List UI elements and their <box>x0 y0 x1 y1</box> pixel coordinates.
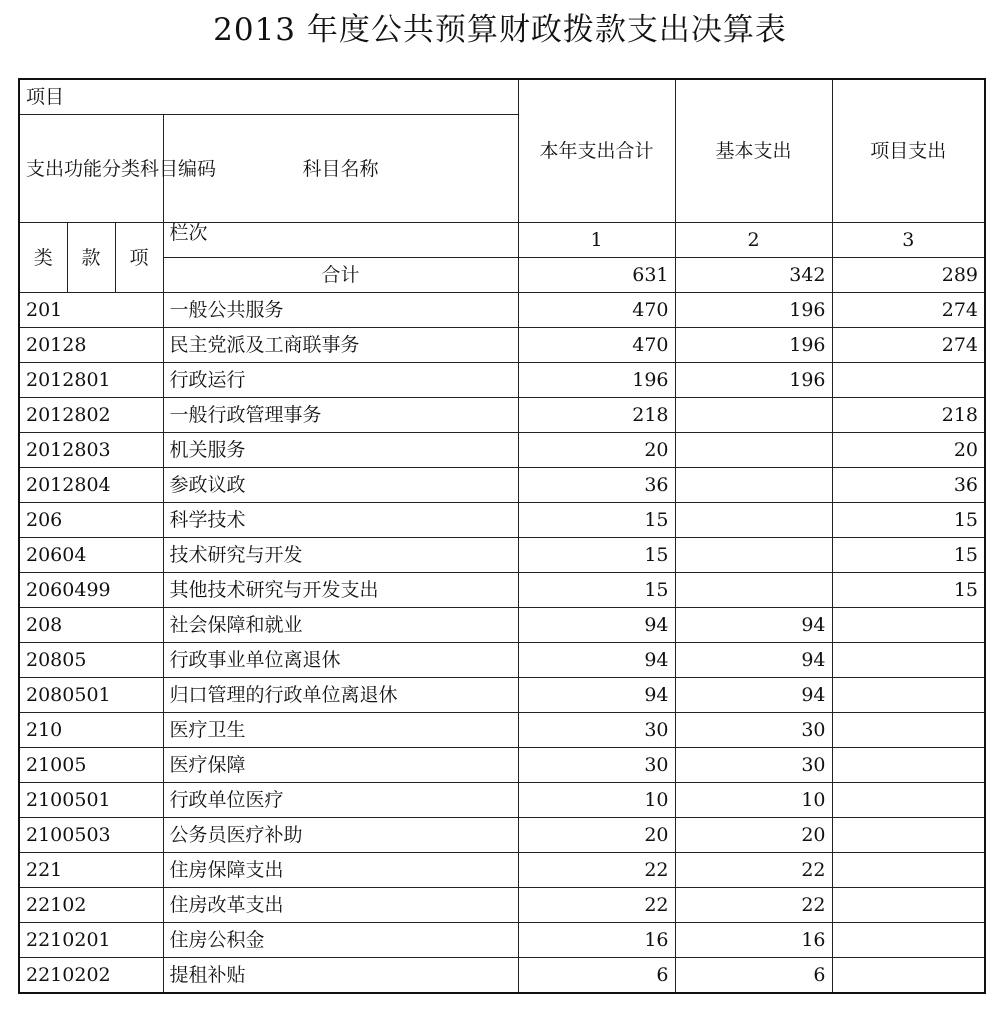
row-project: 15 <box>832 538 985 573</box>
row-project <box>832 958 985 994</box>
row-basic: 94 <box>675 608 832 643</box>
sum-project: 289 <box>832 258 985 293</box>
row-total: 6 <box>518 958 675 994</box>
row-total: 22 <box>518 853 675 888</box>
row-subject-name: 住房保障支出 <box>163 853 518 888</box>
row-project <box>832 888 985 923</box>
row-project <box>832 818 985 853</box>
row-total: 22 <box>518 888 675 923</box>
row-basic: 22 <box>675 888 832 923</box>
row-subject-name: 住房改革支出 <box>163 888 518 923</box>
row-subject-name: 技术研究与开发 <box>163 538 518 573</box>
row-basic: 10 <box>675 783 832 818</box>
row-code: 201 <box>19 293 163 328</box>
row-project <box>832 678 985 713</box>
table-row <box>19 853 985 888</box>
row-code: 2012802 <box>19 398 163 433</box>
row-basic: 94 <box>675 678 832 713</box>
header-project: 项目 <box>19 79 518 115</box>
row-basic <box>675 503 832 538</box>
table-row <box>19 538 985 573</box>
row-subject-name: 行政单位医疗 <box>163 783 518 818</box>
table-row <box>19 503 985 538</box>
table-row <box>19 328 985 363</box>
row-project <box>832 363 985 398</box>
header-xiang: 项 <box>115 223 163 293</box>
row-total: 94 <box>518 608 675 643</box>
row-code: 221 <box>19 853 163 888</box>
table-row <box>19 748 985 783</box>
table-row <box>19 888 985 923</box>
table-row <box>19 923 985 958</box>
row-code: 20128 <box>19 328 163 363</box>
table-row <box>19 783 985 818</box>
row-code: 2210202 <box>19 958 163 994</box>
table-row <box>19 433 985 468</box>
row-code: 20805 <box>19 643 163 678</box>
row-basic: 196 <box>675 328 832 363</box>
table-row <box>19 713 985 748</box>
header-kuan: 款 <box>67 223 115 293</box>
table-row <box>19 958 985 994</box>
row-total: 470 <box>518 293 675 328</box>
row-subject-name: 一般公共服务 <box>163 293 518 328</box>
row-code: 208 <box>19 608 163 643</box>
row-basic <box>675 538 832 573</box>
row-project <box>832 608 985 643</box>
row-total: 16 <box>518 923 675 958</box>
row-code: 2060499 <box>19 573 163 608</box>
row-total: 10 <box>518 783 675 818</box>
row-total: 196 <box>518 363 675 398</box>
row-code: 21005 <box>19 748 163 783</box>
table-row <box>19 468 985 503</box>
budget-table <box>18 78 986 994</box>
row-code: 206 <box>19 503 163 538</box>
sum-label: 合计 <box>163 258 518 293</box>
row-total: 94 <box>518 678 675 713</box>
row-code: 22102 <box>19 888 163 923</box>
row-subject-name: 医疗保障 <box>163 748 518 783</box>
row-basic <box>675 433 832 468</box>
row-code: 2210201 <box>19 923 163 958</box>
row-basic <box>675 398 832 433</box>
row-total: 20 <box>518 433 675 468</box>
row-code: 2080501 <box>19 678 163 713</box>
row-code: 2100503 <box>19 818 163 853</box>
table-row <box>19 293 985 328</box>
row-project <box>832 853 985 888</box>
header-basic: 基本支出 <box>675 79 832 223</box>
row-subject-name: 提租补贴 <box>163 958 518 994</box>
row-project <box>832 923 985 958</box>
table-row <box>19 398 985 433</box>
row-project: 36 <box>832 468 985 503</box>
page-title: 2013 年度公共预算财政拨款支出决算表 <box>213 12 787 48</box>
row-basic: 196 <box>675 363 832 398</box>
row-code: 2012804 <box>19 468 163 503</box>
row-total: 20 <box>518 818 675 853</box>
row-project: 15 <box>832 573 985 608</box>
row-basic <box>675 468 832 503</box>
header-project-expense: 项目支出 <box>832 79 985 223</box>
row-subject-name: 行政事业单位离退休 <box>163 643 518 678</box>
row-total: 15 <box>518 503 675 538</box>
header-subject-name: 科目名称 <box>163 115 518 223</box>
row-subject-name: 参政议政 <box>163 468 518 503</box>
row-total: 30 <box>518 713 675 748</box>
column-number-1: 1 <box>518 223 675 258</box>
row-basic <box>675 573 832 608</box>
row-project: 274 <box>832 328 985 363</box>
table-row <box>19 678 985 713</box>
column-number-3: 3 <box>832 223 985 258</box>
header-row-project <box>19 79 985 115</box>
row-code: 20604 <box>19 538 163 573</box>
row-subject-name: 医疗卫生 <box>163 713 518 748</box>
sum-basic: 342 <box>675 258 832 293</box>
row-subject-name: 住房公积金 <box>163 923 518 958</box>
row-code: 2012803 <box>19 433 163 468</box>
row-project: 15 <box>832 503 985 538</box>
row-project <box>832 713 985 748</box>
row-basic: 196 <box>675 293 832 328</box>
row-subject-name: 社会保障和就业 <box>163 608 518 643</box>
row-total: 36 <box>518 468 675 503</box>
row-project: 274 <box>832 293 985 328</box>
table-row <box>19 818 985 853</box>
row-code: 2100501 <box>19 783 163 818</box>
header-total: 本年支出合计 <box>518 79 675 223</box>
row-code: 210 <box>19 713 163 748</box>
row-total: 15 <box>518 538 675 573</box>
row-basic: 16 <box>675 923 832 958</box>
row-subject-name: 公务员医疗补助 <box>163 818 518 853</box>
row-basic: 20 <box>675 818 832 853</box>
row-project <box>832 643 985 678</box>
header-lei: 类 <box>19 223 67 293</box>
row-subject-name: 机关服务 <box>163 433 518 468</box>
row-total: 470 <box>518 328 675 363</box>
table-row <box>19 363 985 398</box>
header-row-column-numbers <box>19 223 985 258</box>
sum-row <box>19 258 985 293</box>
row-subject-name: 一般行政管理事务 <box>163 398 518 433</box>
header-function-code: 支出功能分类科目编码 <box>19 115 163 223</box>
row-subject-name: 行政运行 <box>163 363 518 398</box>
row-project <box>832 783 985 818</box>
table-row <box>19 608 985 643</box>
row-basic: 22 <box>675 853 832 888</box>
sum-total: 631 <box>518 258 675 293</box>
row-total: 15 <box>518 573 675 608</box>
table-row <box>19 573 985 608</box>
row-subject-name: 归口管理的行政单位离退休 <box>163 678 518 713</box>
row-basic: 6 <box>675 958 832 994</box>
row-total: 218 <box>518 398 675 433</box>
row-basic: 94 <box>675 643 832 678</box>
column-number-2: 2 <box>675 223 832 258</box>
row-total: 30 <box>518 748 675 783</box>
row-subject-name: 民主党派及工商联事务 <box>163 328 518 363</box>
row-project: 20 <box>832 433 985 468</box>
row-code: 2012801 <box>19 363 163 398</box>
table-row <box>19 643 985 678</box>
row-basic: 30 <box>675 748 832 783</box>
row-subject-name: 其他技术研究与开发支出 <box>163 573 518 608</box>
row-project <box>832 748 985 783</box>
header-lanci: 栏次 <box>163 223 518 258</box>
row-total: 94 <box>518 643 675 678</box>
row-basic: 30 <box>675 713 832 748</box>
row-subject-name: 科学技术 <box>163 503 518 538</box>
row-project: 218 <box>832 398 985 433</box>
